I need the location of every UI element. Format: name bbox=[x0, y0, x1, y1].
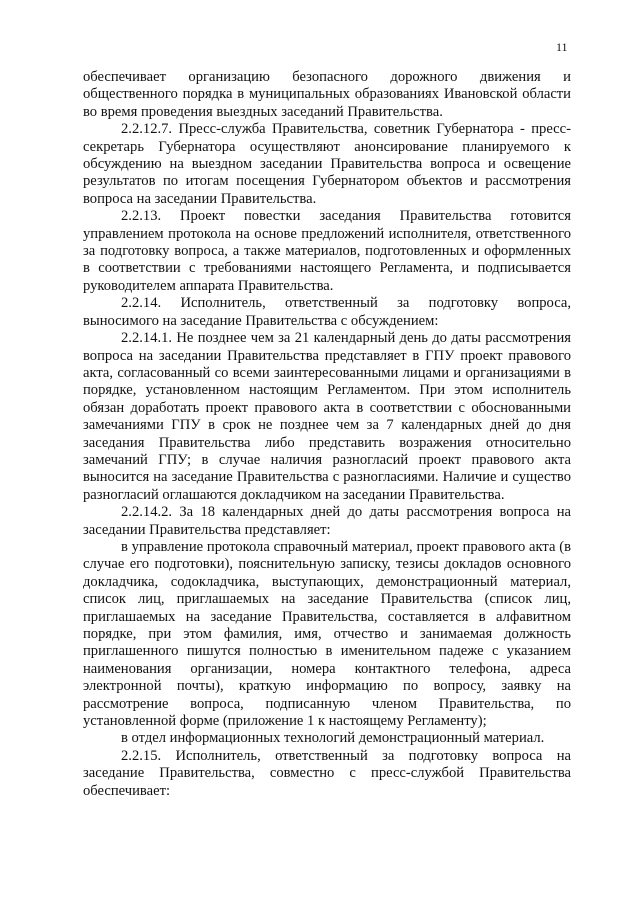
paragraph-it-department: в отдел информационных технологий демонстрационный материал. bbox=[121, 730, 545, 747]
paragraph-2-2-14-2: 2.2.14.2. За 18 календарных дней до даты рассмотрения вопроса на заседании Правительства представляет: bbox=[83, 504, 571, 538]
paragraph-2-2-12-7: 2.2.12.7. Пресс-служба Правительства, советник Губернатора - пресс-секретарь Губернатора осуществляют анонсирование планируемого к обсуждению на выездном заседании Правительства вопроса и освещение результатов по итогам посещения Губернатором объектов и рассмотрения вопроса на заседании Правительства. bbox=[83, 121, 571, 207]
page-number: 11 bbox=[556, 40, 568, 54]
paragraph-2-2-14-1: 2.2.14.1. Не позднее чем за 21 календарный день до даты рассмотрения вопроса на заседании Правительства представляет в ГПУ проект правового акта, согласованный со всеми заинтересованными лицами и организациями в порядке, установленном настоящим Регламентом. При этом исполнитель обязан доработать проект правового акта в соответствии с обоснованными замечаниями ГПУ в срок не позднее чем за 7 календарных дней до дня заседания Правительства либо представить возражения относительно замечаний ГПУ; в случае наличия разногласий проект правового акта выносится на заседание Правительства с разногласиями. Наличие и существо разногласий оглашаются докладчиком на заседании Правительства. bbox=[83, 330, 571, 503]
paragraph-2-2-14: 2.2.14. Исполнитель, ответственный за подготовку вопроса, выносимого на заседание Правительства с обсуждением: bbox=[83, 295, 571, 329]
paragraph-continuation: обеспечивает организацию безопасного дорожного движения и общественного порядка в муниципальных образованиях Ивановской области во время проведения выездных заседаний Правительства. bbox=[83, 69, 571, 120]
paragraph-protocol-materials: в управление протокола справочный материал, проект правового акта (в случае его подготовки), пояснительную записку, тезисы докладов основного докладчика, содокладчика, выступающих, демонстрационный материал, список лиц, приглашаемых на заседание Правительства (список лиц, приглашаемых на заседание Правительства, составляется в алфавитном порядке, при этом фамилия, имя, отчество и занимаемая должность приглашенного пишутся полностью в именительном падеже с указанием наименования организации, номера контактного телефона, адреса электронной почты), краткую информацию по вопросу, заявку на рассмотрение вопроса, подписанную членом Правительства, по установленной форме (приложение 1 к настоящему Регламенту); bbox=[83, 538, 571, 730]
body-text bbox=[83, 69, 571, 800]
paragraph-2-2-13: 2.2.13. Проект повестки заседания Правительства готовится управлением протокола на основе предложений исполнителя, ответственного за подготовку вопроса, а также материалов, подготовленных и оформленных в соответствии с требованиями настоящего Регламента, и подписывается руководителем аппарата Правительства. bbox=[83, 208, 571, 294]
paragraph-2-2-15: 2.2.15. Исполнитель, ответственный за подготовку вопроса на заседание Правительства, совместно с пресс-службой Правительства обеспечивает: bbox=[83, 747, 571, 799]
